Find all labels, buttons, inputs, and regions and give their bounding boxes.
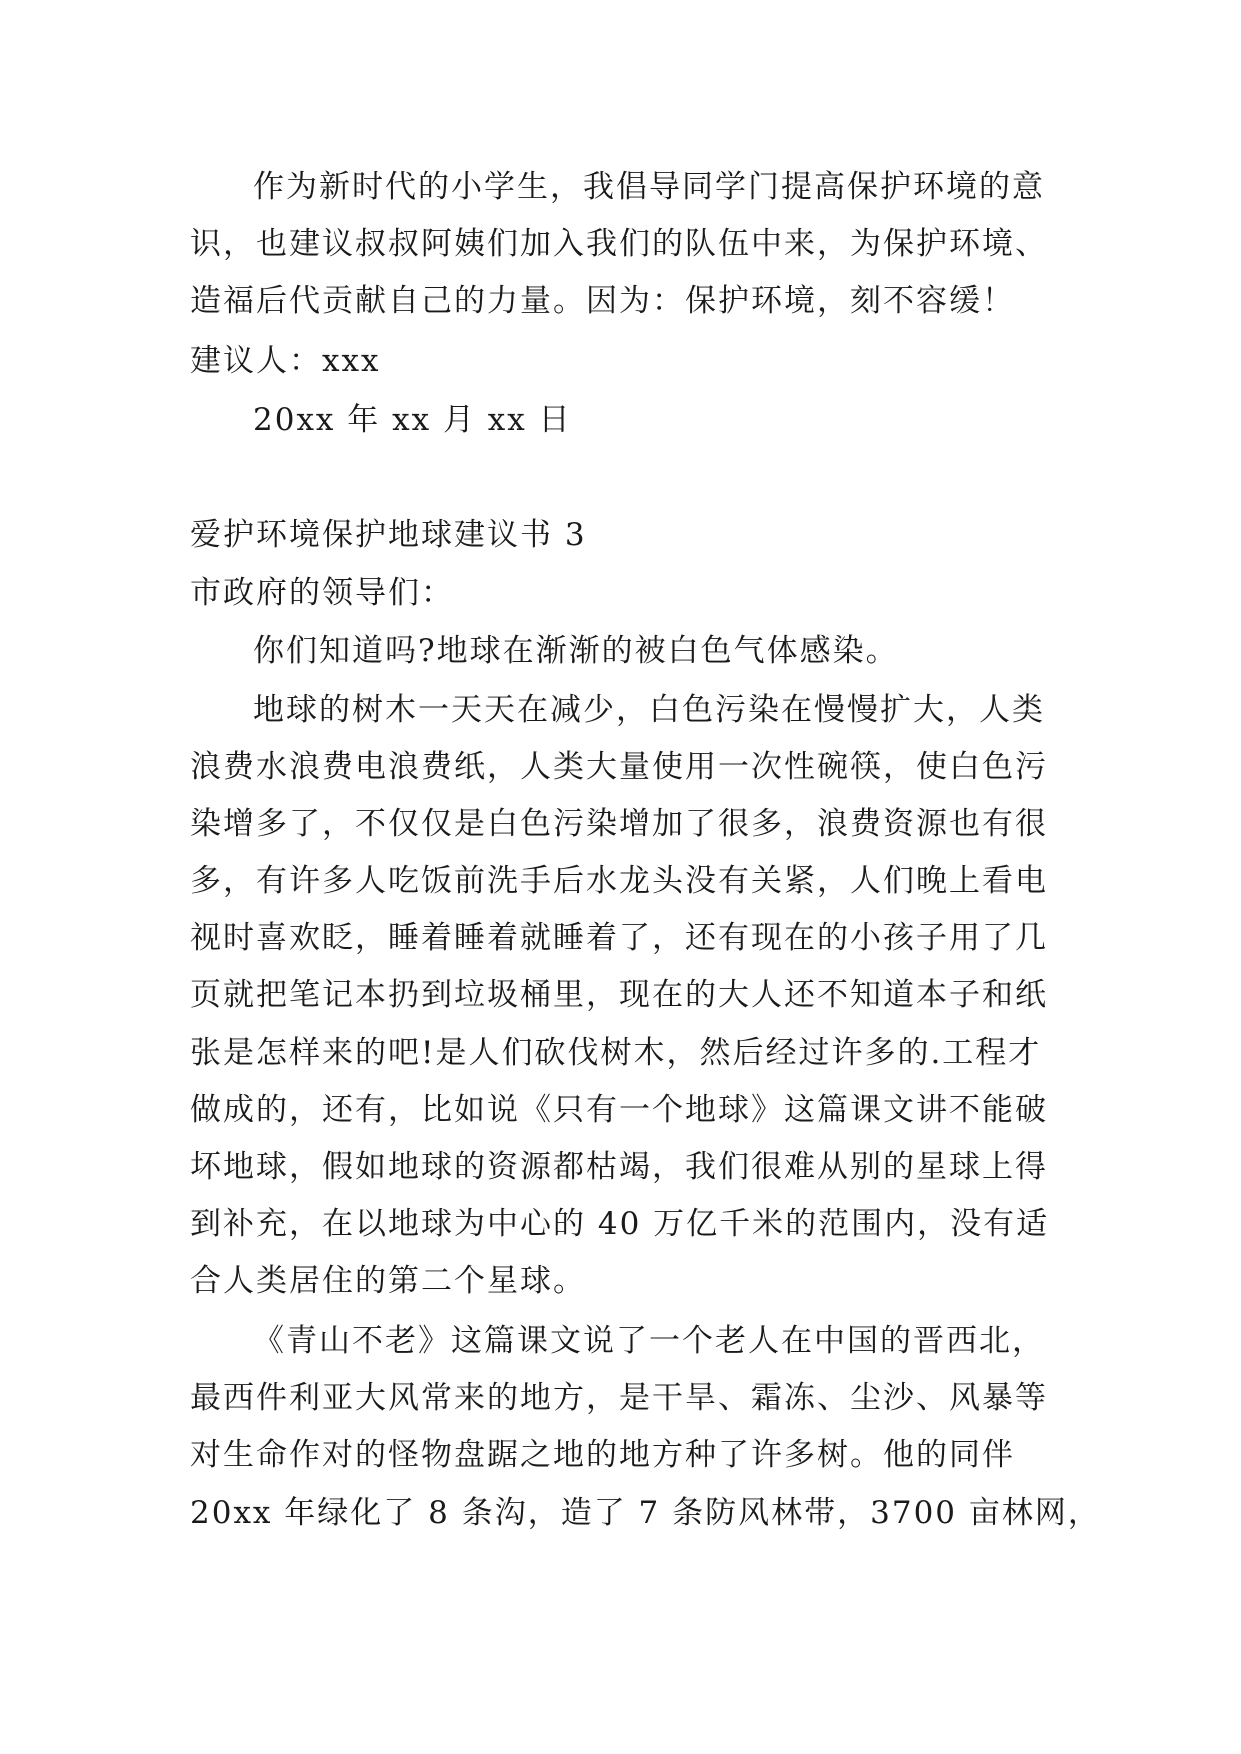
paragraph-line: 合人类居住的第二个星球。	[190, 1263, 586, 1299]
paragraph-line: 多，有许多人吃饭前洗手后水龙头没有关紧，人们晚上看电	[190, 863, 1048, 899]
paragraph-line: 识，也建议叔叔阿姨们加入我们的队伍中来，为保护环境、	[190, 226, 1048, 262]
paragraph-line: 到补充，在以地球为中心的 40 万亿千米的范围内，没有适	[190, 1206, 1050, 1242]
paragraph-line: 作为新时代的小学生，我倡导同学门提高保护环境的意	[253, 169, 1045, 205]
salutation: 市政府的领导们：	[190, 575, 454, 611]
paragraph-line: 张是怎样来的吧!是人们砍伐树木，然后经过许多的.工程才	[190, 1035, 1042, 1071]
paragraph-line: 做成的，还有，比如说《只有一个地球》这篇课文讲不能破	[190, 1092, 1048, 1128]
signer-line: 建议人：xxx	[190, 343, 381, 379]
paragraph-line: 对生命作对的怪物盘踞之地的地方种了许多树。他的同伴	[190, 1437, 1015, 1473]
paragraph-line: 坏地球，假如地球的资源都枯竭，我们很难从别的星球上得	[190, 1149, 1048, 1185]
paragraph-line: 你们知道吗?地球在渐渐的被白色气体感染。	[253, 633, 899, 669]
paragraph-line: 页就把笔记本扔到垃圾桶里，现在的大人还不知道本子和纸	[190, 977, 1048, 1013]
paragraph-line: 视时喜欢眨，睡着睡着就睡着了，还有现在的小孩子用了几	[190, 920, 1048, 956]
paragraph-line: 最西件利亚大风常来的地方，是干旱、霜冻、尘沙、风暴等	[190, 1380, 1048, 1416]
paragraph-line: 20xx 年绿化了 8 条沟，造了 7 条防风林带，3700 亩林网，	[190, 1495, 1101, 1531]
paragraph-line: 染增多了，不仅仅是白色污染增加了很多，浪费资源也有很	[190, 806, 1048, 842]
paragraph-line: 《青山不老》这篇课文说了一个老人在中国的晋西北，	[253, 1323, 1045, 1359]
paragraph-line: 造福后代贡献自己的力量。因为：保护环境，刻不容缓！	[190, 283, 1015, 319]
paragraph-line: 地球的树木一天天在减少，白色污染在慢慢扩大，人类	[253, 692, 1045, 728]
paragraph-line: 浪费水浪费电浪费纸，人类大量使用一次性碗筷，使白色污	[190, 749, 1048, 785]
date-line: 20xx 年 xx 月 xx 日	[253, 402, 572, 438]
section-title: 爱护环境保护地球建议书 3	[190, 517, 587, 553]
